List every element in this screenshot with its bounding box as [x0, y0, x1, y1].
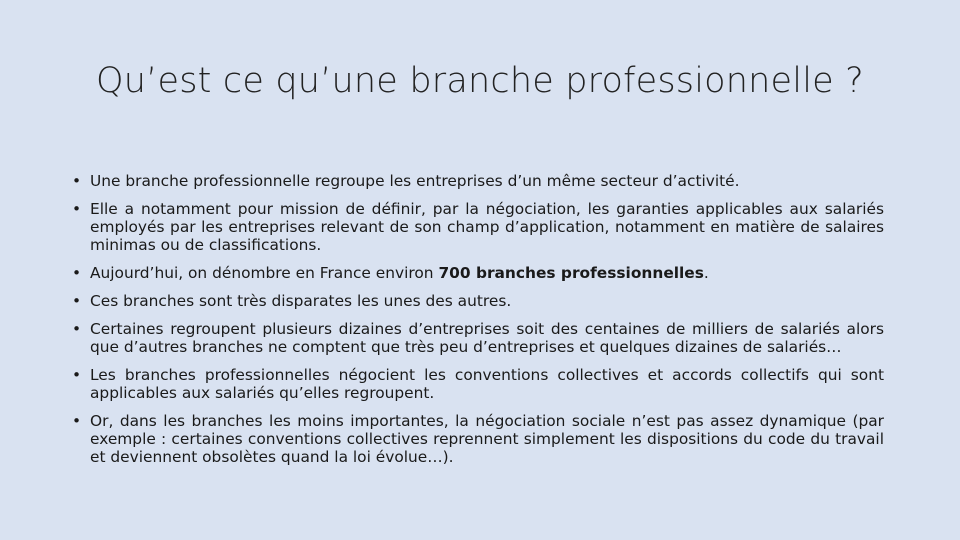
bullet-text: Elle a notamment pour mission de définir, par la négociation, les garanties applicables aux salariés employés par les entreprises relevant de son champ d’application, notamment en matière de salaires minimas ou de classifications.: [90, 200, 884, 254]
bullet-list: [72, 172, 884, 476]
bullet-dot-icon: •: [72, 264, 82, 282]
bullet-text: Une branche professionnelle regroupe les entreprises d’un même secteur d’activité.: [90, 172, 740, 190]
bullet-text-bold: 700 branches professionnelles: [438, 264, 704, 282]
bullet-item: [72, 172, 884, 190]
slide-title: Qu’est ce qu’une branche professionnelle ?: [96, 61, 864, 101]
bullet-item: [72, 320, 884, 356]
bullet-dot-icon: •: [72, 200, 82, 218]
bullet-text: Certaines regroupent plusieurs dizaines d’entreprises soit des centaines de milliers de salariés alors que d’autres branches ne comptent que très peu d’entreprises et quelques dizaines de salariés…: [90, 320, 884, 356]
bullet-text: Les branches professionnelles négocient les conventions collectives et accords collectifs qui sont applicables aux salariés qu’elles regroupent.: [90, 366, 884, 402]
bullet-text: Or, dans les branches les moins importantes, la négociation sociale n’est pas assez dynamique (par exemple : certaines conventions collectives reprennent simplement les dispositions du code du travail et deviennent obsolètes quand la loi évolue…).: [90, 412, 884, 466]
bullet-item: [72, 200, 884, 254]
bullet-item: [72, 264, 884, 282]
bullet-dot-icon: •: [72, 366, 82, 384]
bullet-dot-icon: •: [72, 412, 82, 430]
bullet-dot-icon: •: [72, 172, 82, 190]
bullet-item: [72, 292, 884, 310]
bullet-item: [72, 412, 884, 466]
bullet-text: Ces branches sont très disparates les unes des autres.: [90, 292, 512, 310]
bullet-dot-icon: •: [72, 320, 82, 338]
bullet-dot-icon: •: [72, 292, 82, 310]
bullet-text-post: .: [703, 264, 709, 282]
bullet-text-pre: Aujourd’hui, on dénombre en France environ: [90, 264, 439, 282]
bullet-item: [72, 366, 884, 402]
